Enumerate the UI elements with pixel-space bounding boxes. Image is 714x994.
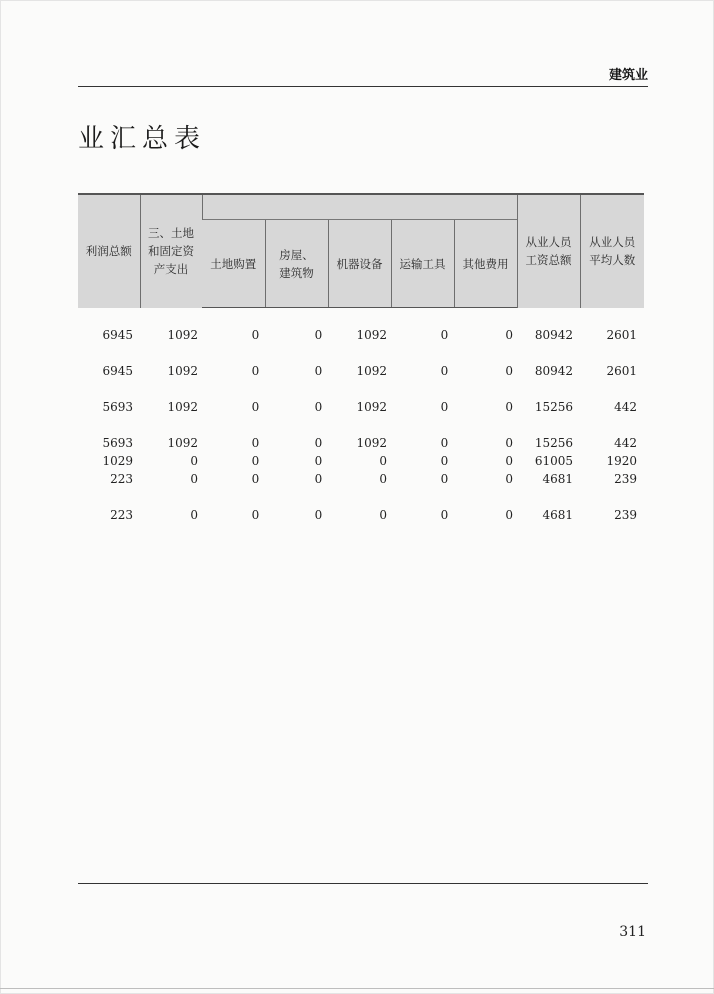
- table-row: 223 0 0 0 0 0 0 4681 239: [110, 472, 637, 486]
- table-row: 223 0 0 0 0 0 0 4681 239: [110, 508, 637, 522]
- bottom-rule: [78, 883, 648, 884]
- header-group-blank: [202, 194, 517, 220]
- table-row: 5693 1092 0 0 1092 0 0 15256 442: [102, 436, 637, 450]
- page-title: 业汇总表: [78, 124, 207, 154]
- table-row: 1029 0 0 0 0 0 0 61005 1920: [102, 454, 637, 468]
- table-row: 5693 1092 0 0 1092 0 0 15256 442: [102, 400, 637, 414]
- header-machinery: 机器设备: [328, 220, 391, 308]
- header-wages: 从业人员 工资总额: [517, 194, 580, 308]
- frame-edge: [0, 988, 714, 989]
- header-employees: 从业人员 平均人数: [580, 194, 644, 308]
- table-row: 6945 1092 0 0 1092 0 0 80942 2601: [102, 364, 637, 378]
- header-land: 土地购置: [202, 220, 265, 308]
- page-number: 311: [619, 924, 646, 940]
- header-transport: 运输工具: [391, 220, 454, 308]
- header-capex: 三、土地 和固定资 产支出: [140, 194, 202, 308]
- header-profit: 利润总额: [78, 194, 140, 308]
- section-label: 建筑业: [608, 68, 648, 83]
- header-buildings: 房屋、 建筑物: [265, 220, 328, 308]
- summary-table: [78, 193, 644, 524]
- table-row: 6945 1092 0 0 1092 0 0 80942 2601: [102, 328, 637, 342]
- top-rule: [78, 86, 648, 87]
- header-other: 其他费用: [454, 220, 517, 308]
